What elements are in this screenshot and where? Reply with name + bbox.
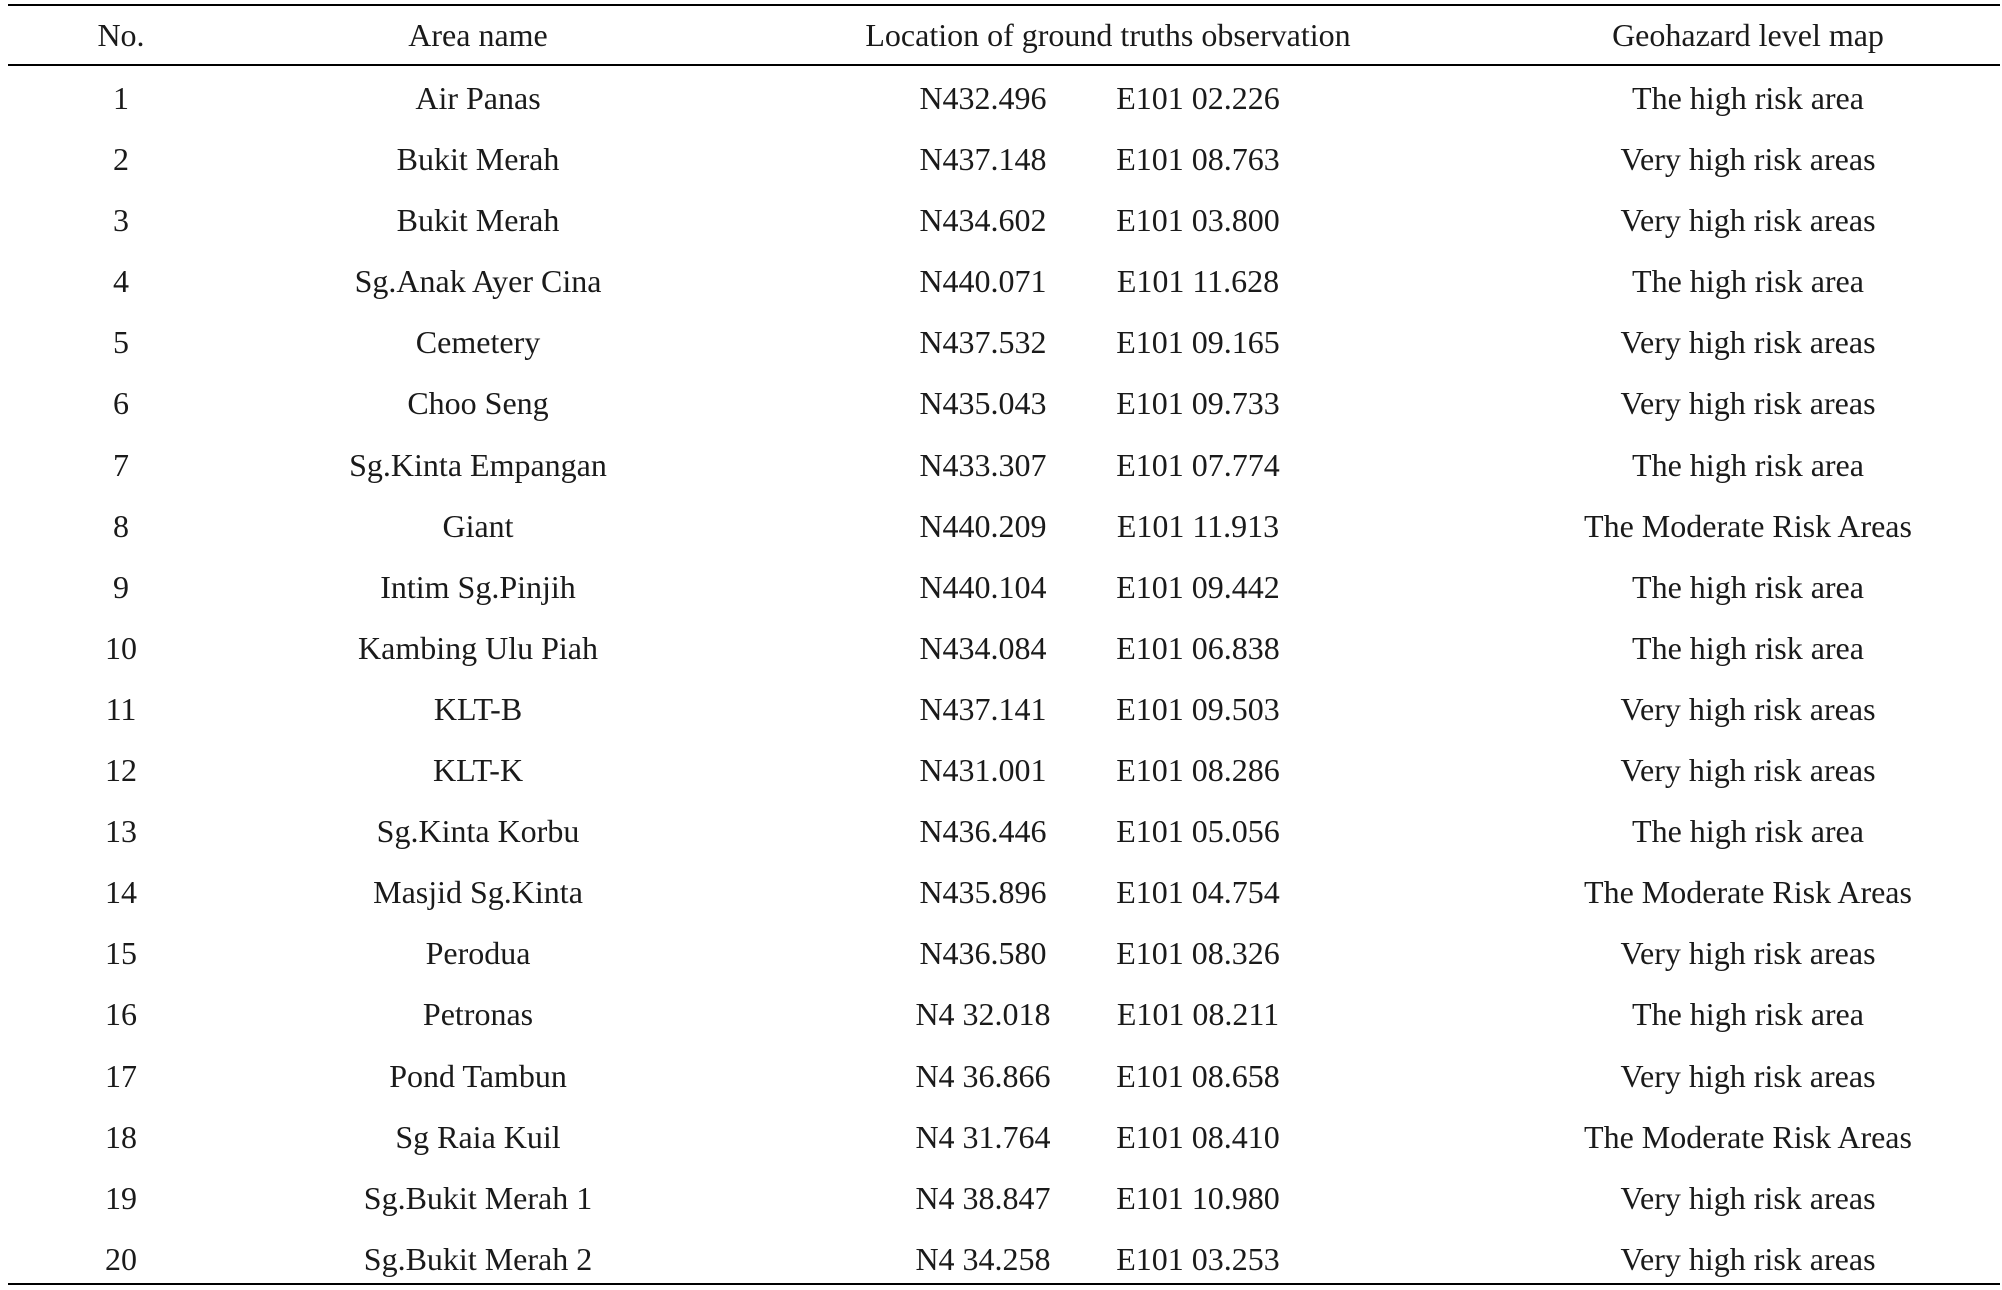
table-row bbox=[8, 312, 2000, 373]
latitude: N4 34.258 bbox=[915, 1240, 1051, 1277]
geohazard-level: Very high risk areas bbox=[1620, 141, 1876, 178]
area-name: Kambing Ulu Piah bbox=[358, 629, 598, 666]
latitude: N435.896 bbox=[919, 874, 1047, 911]
geohazard-level: The high risk area bbox=[1632, 996, 1864, 1033]
longitude: E101 05.056 bbox=[1116, 813, 1280, 850]
area-name: Cemetery bbox=[415, 324, 541, 361]
longitude: E101 09.733 bbox=[1116, 385, 1280, 422]
row-number: 10 bbox=[105, 629, 137, 666]
table-row bbox=[8, 1168, 2000, 1229]
table-bottom-rule bbox=[8, 1283, 2000, 1285]
latitude: N434.084 bbox=[919, 629, 1047, 666]
longitude: E101 02.226 bbox=[1116, 80, 1280, 116]
geohazard-level: The Moderate Risk Areas bbox=[1584, 1118, 1912, 1155]
row-number: 1 bbox=[113, 80, 129, 116]
geohazard-level: Very high risk areas bbox=[1620, 1179, 1876, 1216]
area-name: Giant bbox=[442, 507, 514, 544]
geohazard-level: The Moderate Risk Areas bbox=[1584, 874, 1912, 911]
table-row bbox=[8, 740, 2000, 801]
area-name: Sg.Anak Ayer Cina bbox=[354, 263, 602, 300]
table-row bbox=[8, 923, 2000, 984]
longitude: E101 08.286 bbox=[1116, 752, 1280, 789]
table-header-rule bbox=[8, 64, 2000, 66]
header-location: Location of ground truths observation bbox=[865, 17, 1351, 53]
geohazard-level: The high risk area bbox=[1632, 629, 1864, 666]
latitude: N437.532 bbox=[919, 324, 1047, 361]
row-number: 15 bbox=[105, 935, 137, 972]
row-number: 11 bbox=[105, 690, 137, 727]
area-name: Choo Seng bbox=[407, 385, 549, 422]
area-name: KLT-B bbox=[433, 690, 523, 727]
table-row bbox=[8, 557, 2000, 618]
area-name: Sg.Bukit Merah 1 bbox=[363, 1179, 593, 1216]
latitude: N440.209 bbox=[919, 507, 1047, 544]
table-row bbox=[8, 496, 2000, 557]
latitude: N436.446 bbox=[919, 813, 1047, 850]
longitude: E101 08.410 bbox=[1116, 1118, 1280, 1155]
table-body bbox=[8, 68, 2000, 1290]
area-name: Pond Tambun bbox=[389, 1057, 567, 1094]
latitude: N436.580 bbox=[919, 935, 1047, 972]
longitude: E101 03.253 bbox=[1116, 1240, 1280, 1277]
geohazard-level: The high risk area bbox=[1632, 446, 1864, 483]
row-number: 13 bbox=[105, 813, 137, 850]
longitude: E101 03.800 bbox=[1116, 202, 1280, 239]
geohazard-level: Very high risk areas bbox=[1620, 324, 1876, 361]
longitude: E101 09.503 bbox=[1116, 690, 1280, 727]
geohazard-level: Very high risk areas bbox=[1620, 690, 1876, 727]
longitude: E101 11.628 bbox=[1116, 263, 1280, 300]
latitude: N4 31.764 bbox=[915, 1118, 1051, 1155]
row-number: 20 bbox=[105, 1240, 137, 1277]
longitude: E101 10.980 bbox=[1116, 1179, 1280, 1216]
area-name: KLT-K bbox=[432, 752, 524, 789]
geohazard-level: The high risk area bbox=[1632, 263, 1864, 300]
latitude: N4 36.866 bbox=[915, 1057, 1051, 1094]
row-number: 12 bbox=[105, 752, 137, 789]
table-row bbox=[8, 862, 2000, 923]
table-row bbox=[8, 251, 2000, 312]
latitude: N437.148 bbox=[919, 141, 1047, 178]
area-name: Intim Sg.Pinjih bbox=[380, 568, 576, 605]
row-number: 3 bbox=[113, 202, 129, 239]
latitude: N437.141 bbox=[919, 690, 1047, 727]
row-number: 5 bbox=[113, 324, 129, 361]
longitude: E101 08.326 bbox=[1116, 935, 1280, 972]
row-number: 19 bbox=[105, 1179, 137, 1216]
table-header bbox=[8, 6, 2000, 64]
table-row bbox=[8, 984, 2000, 1045]
geohazard-level: Very high risk areas bbox=[1620, 1057, 1876, 1094]
latitude: N4 38.847 bbox=[915, 1179, 1051, 1216]
geohazard-level: The high risk area bbox=[1632, 568, 1864, 605]
longitude: E101 08.211 bbox=[1116, 996, 1280, 1033]
geohazard-level: Very high risk areas bbox=[1620, 385, 1876, 422]
row-number: 6 bbox=[113, 385, 129, 422]
area-name: Sg Raia Kuil bbox=[395, 1118, 561, 1155]
latitude: N433.307 bbox=[919, 446, 1047, 483]
latitude: N440.104 bbox=[919, 568, 1047, 605]
longitude: E101 11.913 bbox=[1116, 507, 1280, 544]
header-area-name: Area name bbox=[408, 17, 548, 53]
table-row bbox=[8, 1107, 2000, 1168]
header-no: No. bbox=[97, 17, 145, 53]
longitude: E101 08.658 bbox=[1116, 1057, 1280, 1094]
table-row bbox=[8, 1229, 2000, 1290]
longitude: E101 09.442 bbox=[1116, 568, 1280, 605]
latitude: N4 32.018 bbox=[915, 996, 1051, 1033]
area-name: Bukit Merah bbox=[396, 141, 560, 178]
latitude: N432.496 bbox=[919, 80, 1047, 116]
table-row bbox=[8, 679, 2000, 740]
table-row bbox=[8, 190, 2000, 251]
table-row bbox=[8, 618, 2000, 679]
row-number: 17 bbox=[105, 1057, 137, 1094]
row-number: 2 bbox=[113, 141, 129, 178]
row-number: 18 bbox=[105, 1118, 137, 1155]
geohazard-level: Very high risk areas bbox=[1620, 1240, 1876, 1277]
table-row bbox=[8, 1046, 2000, 1107]
table-row bbox=[8, 801, 2000, 862]
table-row bbox=[8, 68, 2000, 129]
row-number: 16 bbox=[105, 996, 137, 1033]
table-row bbox=[8, 435, 2000, 496]
area-name: Masjid Sg.Kinta bbox=[373, 874, 583, 911]
geohazard-level: Very high risk areas bbox=[1620, 935, 1876, 972]
area-name: Sg.Kinta Korbu bbox=[376, 813, 580, 850]
area-name: Sg.Bukit Merah 2 bbox=[363, 1240, 593, 1277]
area-name: Perodua bbox=[425, 935, 531, 972]
row-number: 7 bbox=[113, 446, 129, 483]
longitude: E101 09.165 bbox=[1116, 324, 1280, 361]
geohazard-level: Very high risk areas bbox=[1620, 202, 1876, 239]
row-number: 14 bbox=[105, 874, 137, 911]
area-name: Bukit Merah bbox=[396, 202, 560, 239]
geohazard-level: The Moderate Risk Areas bbox=[1584, 507, 1912, 544]
geohazard-level: The high risk area bbox=[1632, 813, 1864, 850]
area-name: Sg.Kinta Empangan bbox=[349, 446, 607, 483]
latitude: N440.071 bbox=[919, 263, 1047, 300]
latitude: N431.001 bbox=[919, 752, 1047, 789]
longitude: E101 08.763 bbox=[1116, 141, 1280, 178]
table-row bbox=[8, 373, 2000, 434]
area-name: Air Panas bbox=[415, 80, 541, 116]
longitude: E101 07.774 bbox=[1116, 446, 1280, 483]
area-name: Petronas bbox=[422, 996, 534, 1033]
longitude: E101 04.754 bbox=[1116, 874, 1280, 911]
row-number: 9 bbox=[113, 568, 129, 605]
latitude: N435.043 bbox=[919, 385, 1047, 422]
table-row bbox=[8, 129, 2000, 190]
longitude: E101 06.838 bbox=[1116, 629, 1280, 666]
latitude: N434.602 bbox=[919, 202, 1047, 239]
row-number: 4 bbox=[113, 263, 129, 300]
geohazard-level: The high risk area bbox=[1632, 80, 1864, 116]
header-geohazard-level: Geohazard level map bbox=[1612, 17, 1884, 53]
row-number: 8 bbox=[113, 507, 129, 544]
geohazard-level: Very high risk areas bbox=[1620, 752, 1876, 789]
